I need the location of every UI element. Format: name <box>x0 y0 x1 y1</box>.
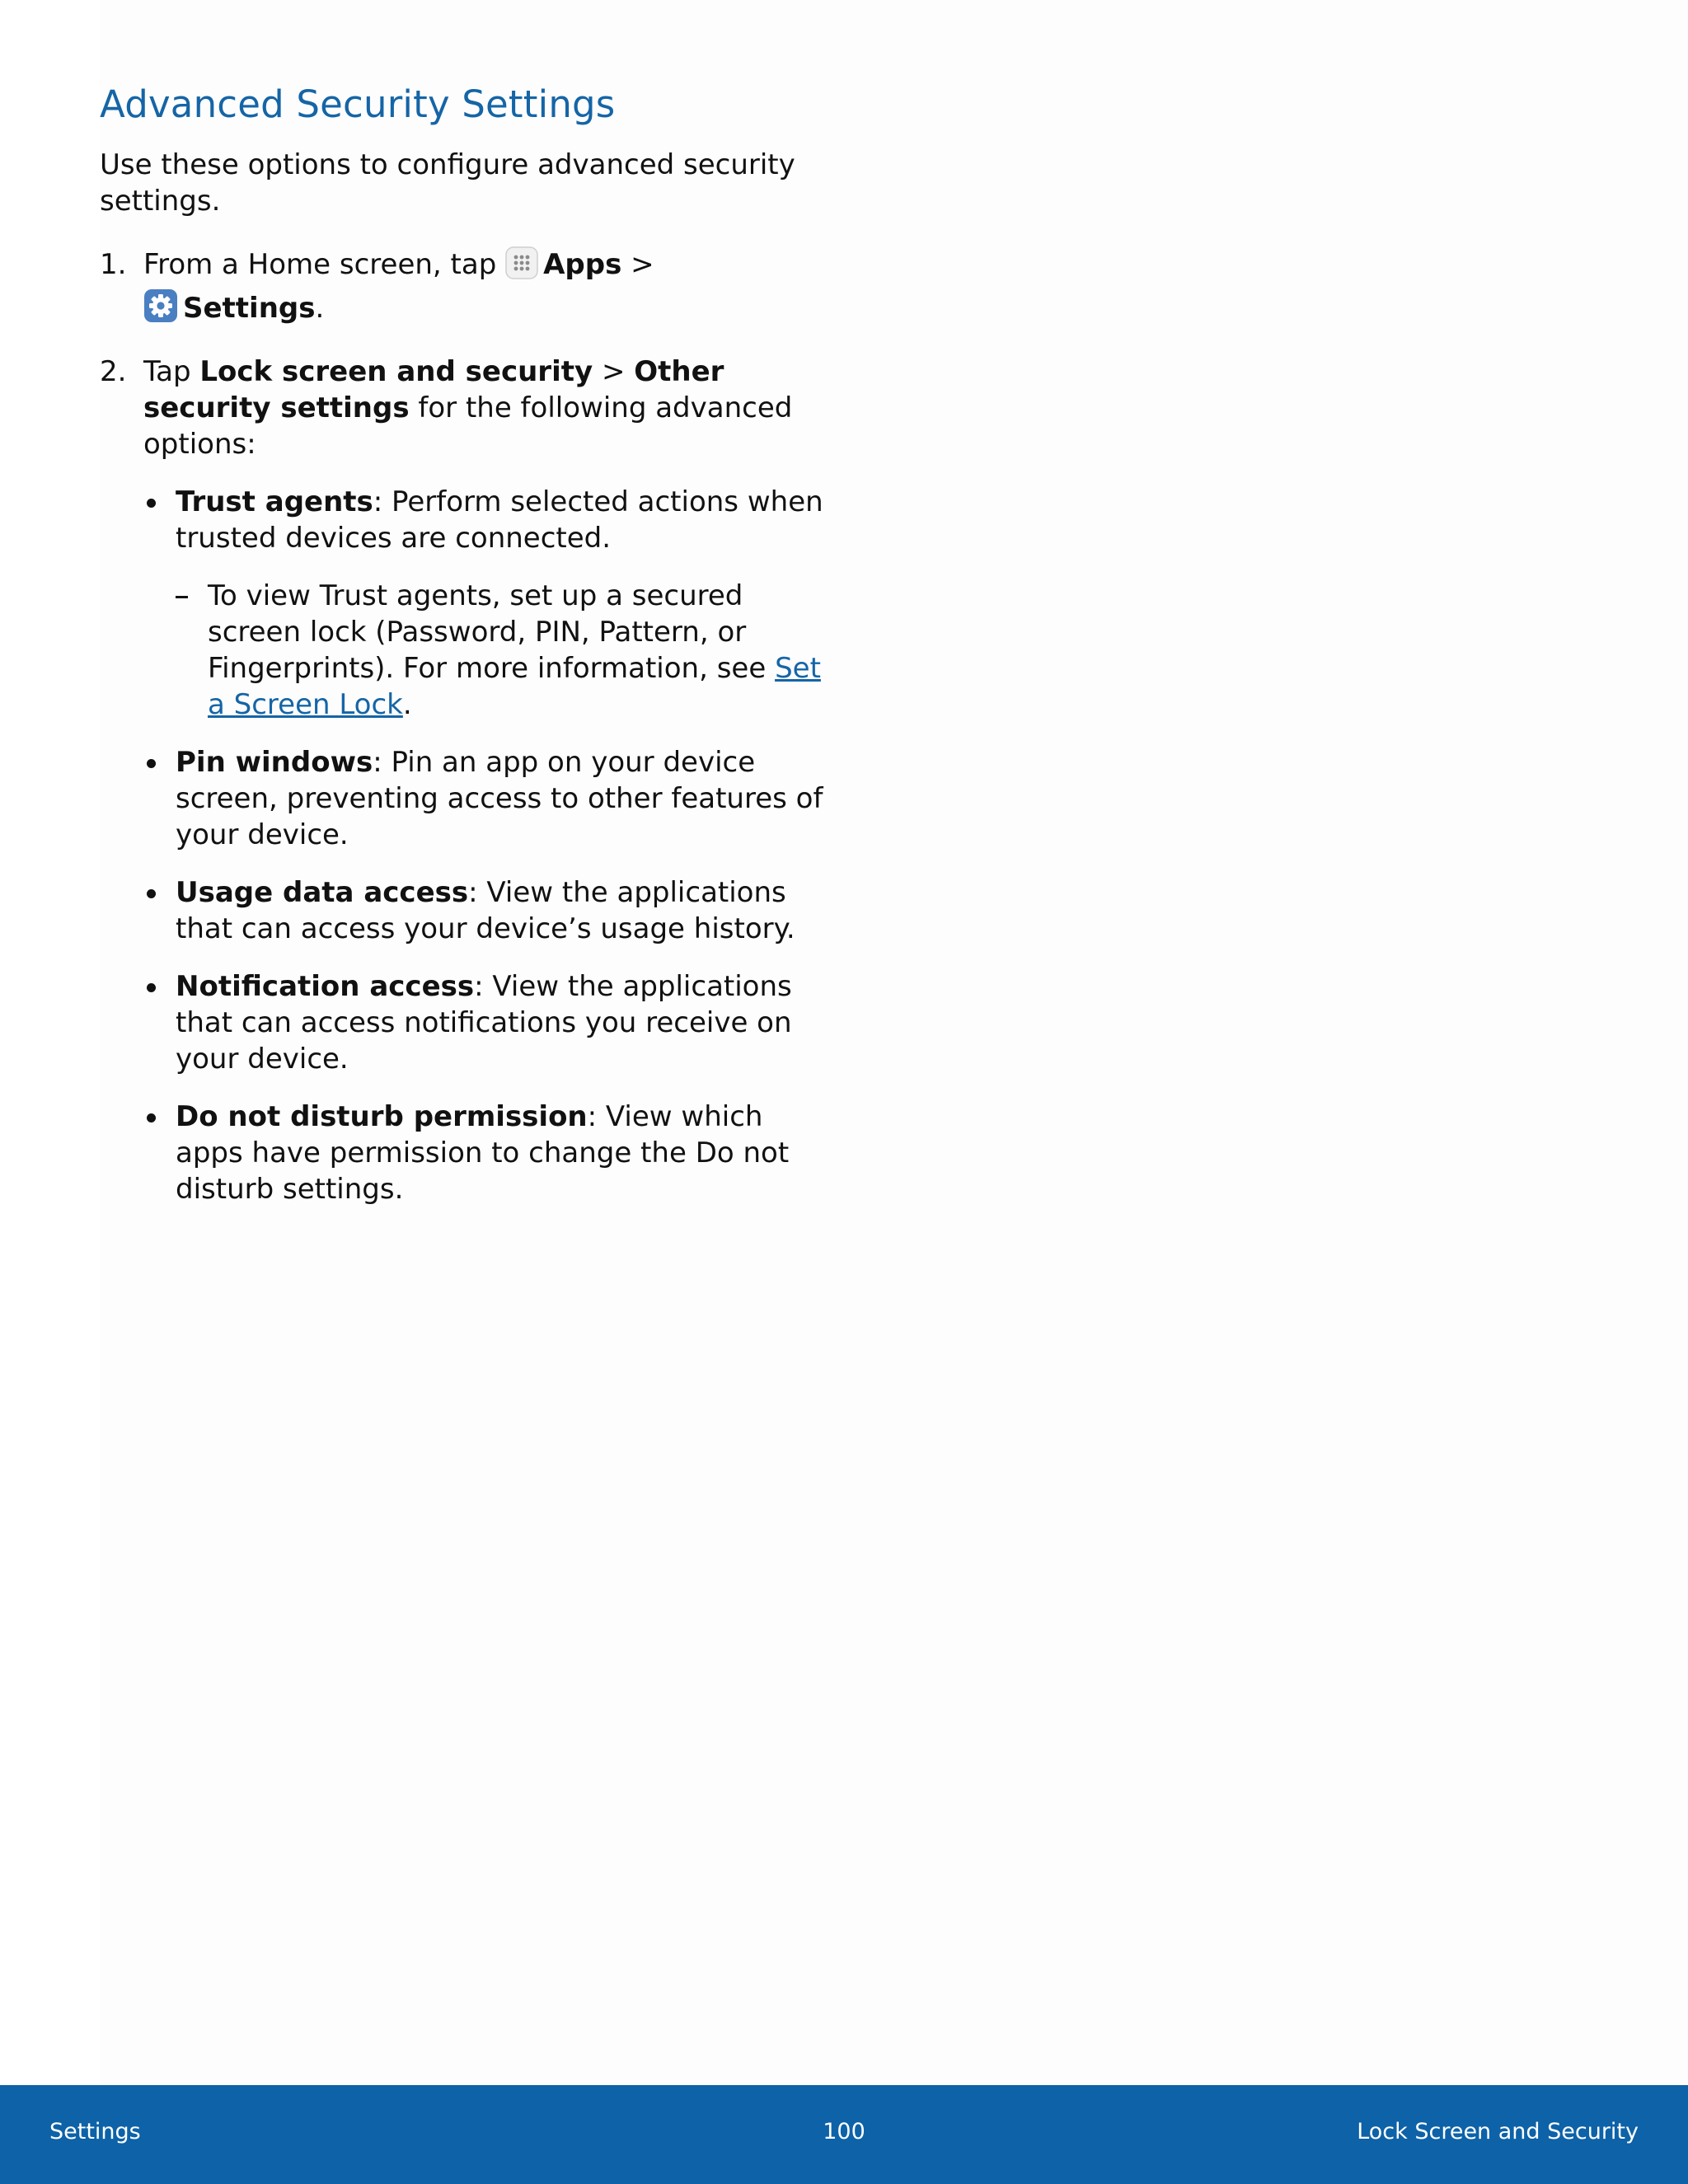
lock-screen-label: Lock screen and security <box>199 355 593 388</box>
page-number: 100 <box>823 2119 865 2144</box>
list-item <box>143 744 825 853</box>
step-number: 2. <box>100 355 127 388</box>
note-end: . <box>402 688 412 721</box>
settings-label: Settings <box>183 292 316 325</box>
step-number: 1. <box>100 248 127 281</box>
option-description: : View which apps have permission to change the Do not disturb settings. <box>176 1100 790 1206</box>
step-separator: > <box>621 248 654 281</box>
bullet-icon <box>147 499 156 508</box>
list-item <box>143 1099 825 1207</box>
bullet-icon <box>147 983 156 992</box>
option-description: : View the applications that can access your device’s usage history. <box>176 876 795 945</box>
footer-chapter-label: Lock Screen and Security <box>1357 2119 1639 2144</box>
bullet-icon <box>147 1113 156 1122</box>
bullet-icon <box>147 759 156 768</box>
main-content <box>100 82 825 1229</box>
options-list <box>100 484 825 1207</box>
step-text: From a Home screen, tap <box>143 248 506 281</box>
option-term: Pin windows <box>176 746 373 779</box>
other-security-label: Other security settings <box>143 355 724 424</box>
apps-label: Apps <box>543 248 622 281</box>
settings-gear-icon <box>143 288 178 332</box>
list-item <box>143 968 825 1077</box>
trust-agents-note <box>176 578 825 723</box>
page-title: Advanced Security Settings <box>100 82 616 126</box>
option-description: : Perform selected actions when trusted devices are connected. <box>176 485 823 555</box>
step-text: Tap <box>143 355 200 388</box>
list-item <box>143 484 825 723</box>
apps-grid-icon <box>505 246 538 288</box>
intro-paragraph: Use these options to configure advanced security settings. <box>100 148 795 218</box>
list-item <box>143 874 825 947</box>
dash-icon <box>176 596 188 598</box>
step-end: . <box>315 292 325 325</box>
step-separator: > <box>593 355 635 388</box>
set-screen-lock-link[interactable]: Set a Screen Lock <box>208 652 821 721</box>
option-term: Notification access <box>176 970 475 1003</box>
option-term: Do not disturb permission <box>176 1100 588 1133</box>
bullet-icon <box>147 889 156 898</box>
option-term: Trust agents <box>176 485 373 518</box>
step-1 <box>100 246 825 332</box>
footer-section-label: Settings <box>49 2119 141 2144</box>
page-footer <box>0 2085 1688 2184</box>
note-text: To view Trust agents, set up a secured screen lock (Password, PIN, Pattern, or Fingerprints). For more information, see <box>208 579 776 685</box>
step-text-after: for the following advanced options: <box>143 391 793 461</box>
step-2 <box>100 354 825 462</box>
option-term: Usage data access <box>176 876 469 909</box>
option-description: : Pin an app on your device screen, preventing access to other features of your device. <box>176 746 823 851</box>
option-description: : View the applications that can access notifications you receive on your device. <box>176 970 792 1076</box>
